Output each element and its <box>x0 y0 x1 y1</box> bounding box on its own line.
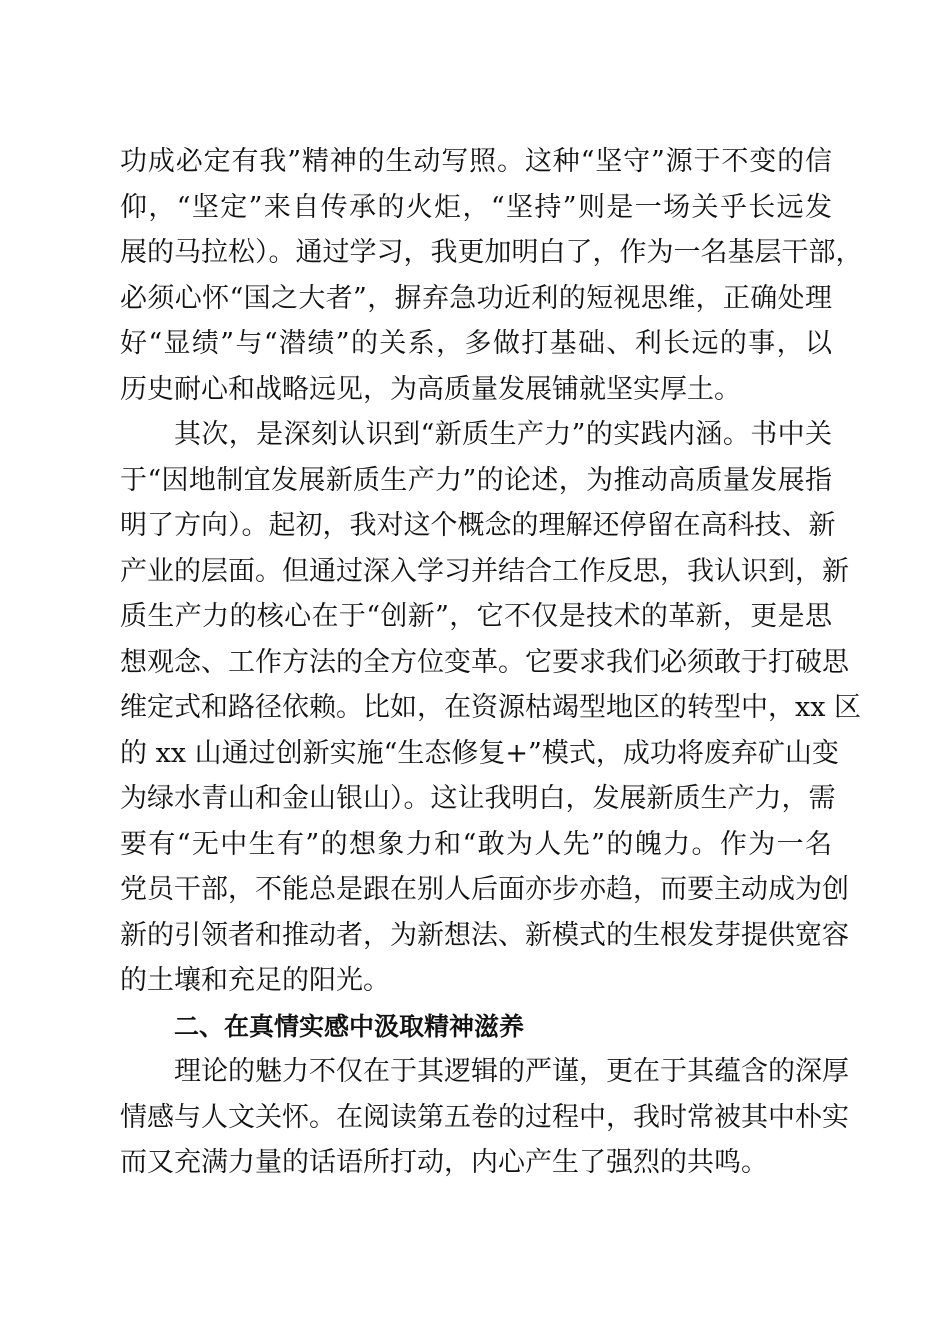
text-line: 质生产力的核心在于“创新”，它不仅是技术的革新，更是思 <box>120 601 832 632</box>
text-line: 展的马拉松）。通过学习，我更加明白了，作为一名基层干部， <box>120 237 863 268</box>
text-line: 好“显绩”与“潜绩”的关系，多做打基础、利长远的事，以 <box>120 328 832 359</box>
text-line: 为绿水青山和金山银山）。这让我明白，发展新质生产力，需 <box>120 783 836 814</box>
section-heading: 二、在真情实感中汲取精神滋养 <box>174 1011 525 1041</box>
text-line: 的 xx 山通过创新实施“生态修复+”模式，成功将废弃矿山变 <box>120 737 839 769</box>
text-line: 党员干部，不能总是跟在别人后面亦步亦趋，而要主动成为创 <box>120 874 849 905</box>
text-line: 产业的层面。但通过深入学习并结合工作反思，我认识到，新 <box>120 555 849 587</box>
text-line: 维定式和路径依赖。比如，在资源枯竭型地区的转型中，xx 区 <box>120 692 862 723</box>
text-line: 新的引领者和推动者，为新想法、新模式的生根发芽提供宽容 <box>120 919 849 951</box>
text-line: 仰，“坚定”来自传承的火炬，“坚持”则是一场关乎长远发 <box>120 191 832 223</box>
text-line: 情感与人文关怀。在阅读第五卷的过程中，我时常被其中朴实 <box>120 1101 849 1133</box>
text-line: 于“因地制宜发展新质生产力”的论述，为推动高质量发展指 <box>120 464 832 496</box>
text-line: 历史耐心和战略远见，为高质量发展铺就坚实厚土。 <box>120 373 741 405</box>
text-line: 明了方向）。起初，我对这个概念的理解还停留在高科技、新 <box>120 510 836 541</box>
text-line: 的土壤和充足的阳光。 <box>120 965 390 996</box>
paragraph-3 <box>120 1049 849 1186</box>
text-line: 理论的魅力不仅在于其逻辑的严谨，更在于其蕴含的深厚 <box>174 1056 849 1087</box>
paragraph-1 <box>120 139 863 412</box>
text-line: 必须心怀“国之大者”，摒弃急功近利的短视思维，正确处理 <box>120 282 832 314</box>
text-line: 要有“无中生有”的想象力和“敢为人先”的魄力。作为一名 <box>120 828 832 860</box>
text-line: 想观念、工作方法的全方位变革。它要求我们必须敢于打破思 <box>120 646 849 678</box>
text-line: 功成必定有我”精神的生动写照。这种“坚守”源于不变的信 <box>120 146 832 177</box>
text-line: 其次，是深刻认识到“新质生产力”的实践内涵。书中关 <box>174 419 832 450</box>
text-line: 而又充满力量的话语所打动，内心产生了强烈的共鸣。 <box>120 1147 768 1178</box>
document-body <box>120 139 863 1186</box>
paragraph-2 <box>120 412 862 1004</box>
